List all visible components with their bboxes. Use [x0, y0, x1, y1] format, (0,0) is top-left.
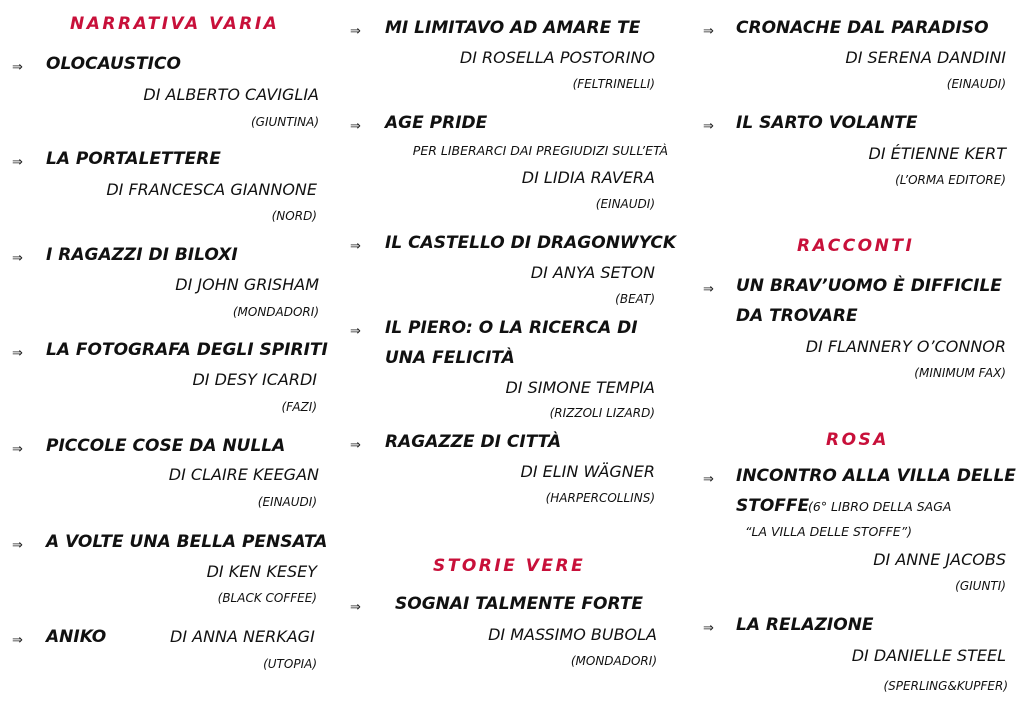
- book-publisher: (HARPERCOLLINS): [545, 491, 655, 505]
- arrow-icon: ⇒: [350, 600, 361, 615]
- section-title-storie-vere: STORIE VERE: [433, 556, 586, 576]
- book-title: MI LIMITAVO AD AMARE TE: [385, 18, 641, 38]
- arrow-icon: ⇒: [350, 119, 361, 134]
- book-publisher: (BEAT): [615, 292, 655, 306]
- book-title: LA PORTALETTERE: [46, 149, 221, 169]
- book-title: RAGAZZE DI CITTÀ: [385, 432, 562, 452]
- book-publisher: (SPERLING&KUPFER): [883, 679, 1008, 693]
- book-author: DI DESY ICARDI: [192, 370, 317, 389]
- book-author: DI DANIELLE STEEL: [851, 646, 1006, 665]
- book-note-line1: (6° LIBRO DELLA SAGA: [808, 499, 952, 514]
- arrow-icon: ⇒: [703, 472, 714, 487]
- book-title: CRONACHE DAL PARADISO: [736, 18, 989, 38]
- arrow-icon: ⇒: [350, 438, 361, 453]
- book-author: DI ROSELLA POSTORINO: [459, 48, 655, 67]
- book-publisher: (MONDADORI): [232, 305, 319, 319]
- book-publisher: (EINAUDI): [257, 495, 317, 509]
- book-publisher: (RIZZOLI LIZARD): [549, 406, 655, 420]
- book-title: OLOCAUSTICO: [46, 54, 181, 74]
- book-author: DI CLAIRE KEEGAN: [168, 465, 319, 484]
- book-title: A VOLTE UNA BELLA PENSATA: [46, 532, 328, 552]
- arrow-icon: ⇒: [12, 633, 23, 648]
- book-publisher: (UTOPIA): [263, 657, 317, 671]
- book-note-line2: “LA VILLA DELLE STOFFE”): [745, 524, 913, 539]
- arrow-icon: ⇒: [12, 346, 23, 361]
- book-title-line1: UN BRAV’UOMO È DIFFICILE: [736, 276, 1002, 296]
- section-title-racconti: RACCONTI: [797, 236, 915, 256]
- book-publisher: (BLACK COFFEE): [217, 591, 317, 605]
- arrow-icon: ⇒: [12, 251, 23, 266]
- section-title-rosa: ROSA: [826, 430, 889, 450]
- book-author: DI KEN KESEY: [206, 562, 317, 581]
- arrow-icon: ⇒: [703, 621, 714, 636]
- book-title-line1: INCONTRO ALLA VILLA DELLE: [736, 466, 1016, 486]
- book-publisher: (NORD): [271, 209, 317, 223]
- book-title: PICCOLE COSE DA NULLA: [46, 436, 286, 456]
- book-author: DI SIMONE TEMPIA: [505, 378, 655, 397]
- arrow-icon: ⇒: [703, 282, 714, 297]
- book-title-line2: UNA FELICITÀ: [385, 348, 515, 368]
- book-title-line1: IL PIERO: O LA RICERCA DI: [385, 318, 638, 338]
- book-publisher: (FAZI): [281, 400, 317, 414]
- arrow-icon: ⇒: [350, 324, 361, 339]
- book-author: DI ANNE JACOBS: [873, 550, 1006, 569]
- book-title: ANIKO: [46, 627, 107, 647]
- book-author: DI ÉTIENNE KERT: [868, 144, 1006, 163]
- book-title-line2: STOFFE: [736, 496, 810, 516]
- book-title-line2: DA TROVARE: [736, 306, 858, 326]
- arrow-icon: ⇒: [703, 119, 714, 134]
- book-title: AGE PRIDE: [385, 113, 488, 133]
- arrow-icon: ⇒: [350, 239, 361, 254]
- arrow-icon: ⇒: [12, 442, 23, 457]
- arrow-icon: ⇒: [12, 60, 23, 75]
- book-subtitle: PER LIBERARCI DAI PREGIUDIZI SULL’ETÀ: [412, 143, 668, 158]
- arrow-icon: ⇒: [12, 155, 23, 170]
- book-publisher: (FELTRINELLI): [572, 77, 655, 91]
- section-title-narrativa-varia: NARRATIVA VARIA: [70, 14, 280, 34]
- book-title: SOGNAI TALMENTE FORTE: [395, 594, 644, 614]
- book-title: IL SARTO VOLANTE: [736, 113, 918, 133]
- arrow-icon: ⇒: [703, 24, 714, 39]
- book-author: DI ANYA SETON: [530, 263, 655, 282]
- arrow-icon: ⇒: [12, 538, 23, 553]
- book-author: DI FRANCESCA GIANNONE: [106, 180, 317, 199]
- book-author: DI LIDIA RAVERA: [521, 168, 655, 187]
- book-publisher: (GIUNTINA): [250, 115, 319, 129]
- book-author: DI JOHN GRISHAM: [175, 275, 319, 294]
- book-publisher: (L’ORMA EDITORE): [895, 173, 1006, 187]
- book-author: DI FLANNERY O’CONNOR: [805, 337, 1006, 356]
- book-author: DI ELIN WÄGNER: [520, 462, 655, 481]
- book-author: DI SERENA DANDINI: [845, 48, 1006, 67]
- book-title: IL CASTELLO DI DRAGONWYCK: [385, 233, 677, 253]
- book-title: LA FOTOGRAFA DEGLI SPIRITI: [46, 340, 328, 360]
- book-title: LA RELAZIONE: [736, 615, 874, 635]
- book-author: DI MASSIMO BUBOLA: [488, 625, 657, 644]
- book-publisher: (GIUNTI): [955, 579, 1006, 593]
- book-author: DI ANNA NERKAGI: [170, 627, 315, 646]
- arrow-icon: ⇒: [350, 24, 361, 39]
- book-title: I RAGAZZI DI BILOXI: [46, 245, 238, 265]
- book-publisher: (MONDADORI): [570, 654, 657, 668]
- book-author: DI ALBERTO CAVIGLIA: [143, 85, 319, 104]
- book-publisher: (EINAUDI): [595, 197, 655, 211]
- book-publisher: (EINAUDI): [946, 77, 1006, 91]
- book-publisher: (MINIMUM FAX): [914, 366, 1006, 380]
